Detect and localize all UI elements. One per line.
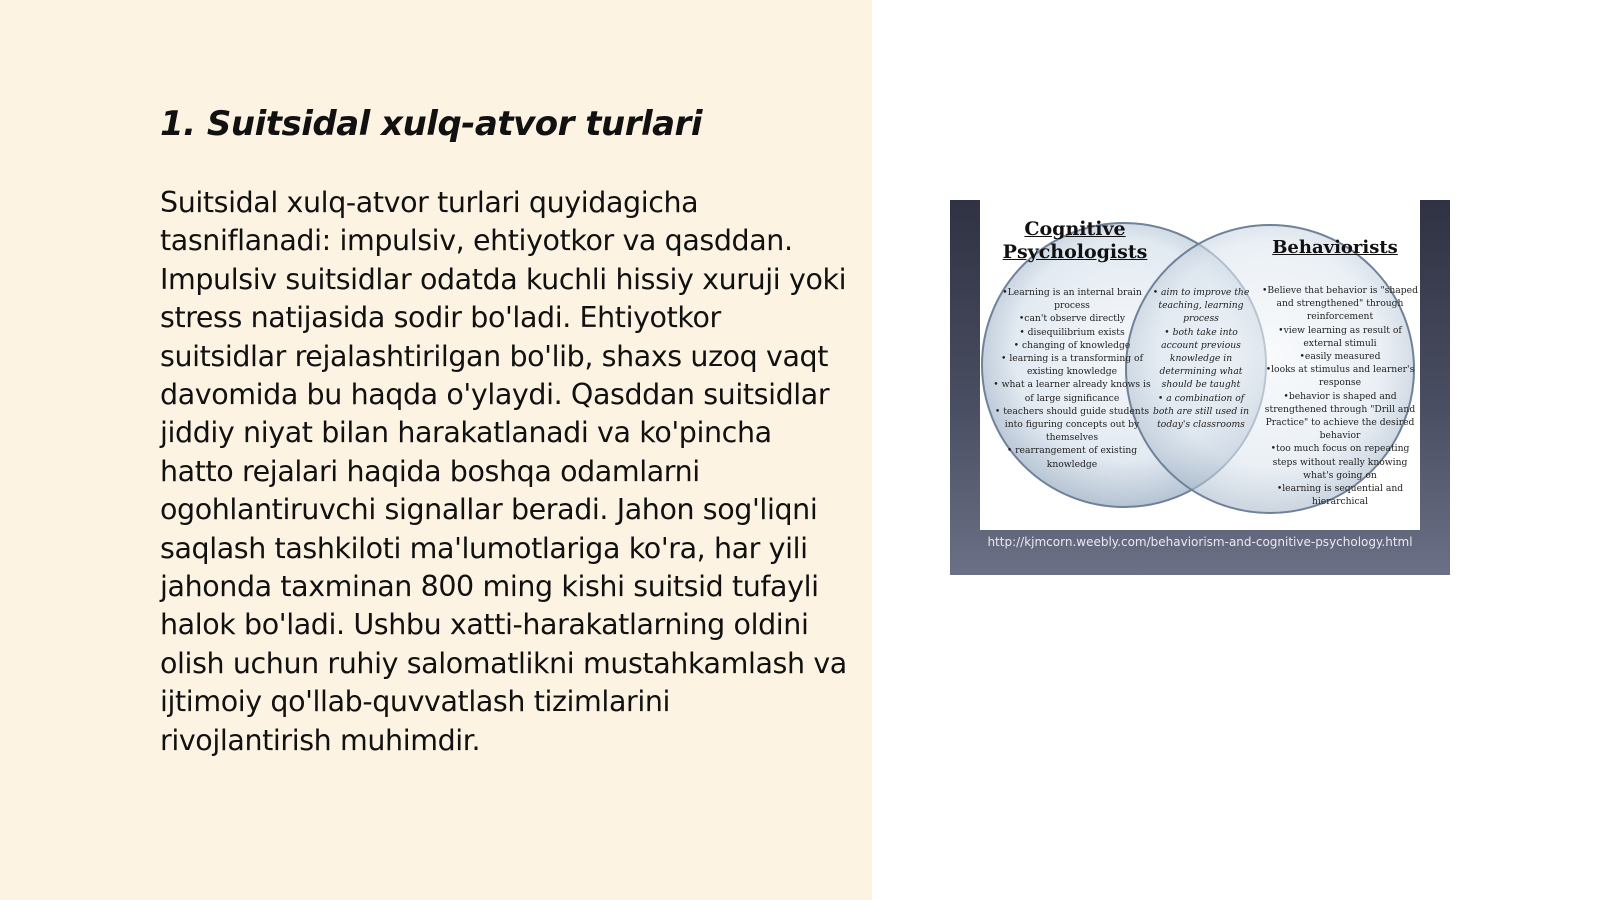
list-item: •learning is sequential and hierarchical: [1276, 483, 1404, 508]
slide-title: 1. Suitsidal xulq-atvor turlari: [160, 104, 702, 144]
list-item: •too much focus on repeating steps without really knowing what's going on: [1270, 443, 1410, 481]
venn-diagram-image: [950, 200, 1450, 575]
image-source-caption: http://kjmcorn.weebly.com/behaviorism-and-cognitive-psychology.html: [987, 535, 1413, 549]
list-item: •behavior is shaped and strengthened through "Drill and Practice" to achieve the desired behavior: [1264, 390, 1416, 442]
list-item: • aim to improve the teaching, learning process: [1152, 287, 1250, 325]
behaviorist-list: [1262, 284, 1418, 508]
list-item: • changing of knowledge: [1013, 339, 1131, 351]
shared-list: [1146, 286, 1256, 431]
list-item: • what a learner already knows is of large significance: [993, 379, 1151, 404]
list-item: •can't observe directly: [1018, 313, 1126, 325]
list-item: • learning is a transforming of existing knowledge: [1001, 353, 1143, 378]
behaviorists-heading: Behaviorists: [1272, 237, 1398, 258]
list-item: • teachers should guide students into figuring concepts out by themselves: [994, 405, 1150, 444]
list-item: • both take into account previous knowledge in determining what should be taught: [1159, 326, 1243, 391]
list-item: • a combination of both are still used in today's classrooms: [1152, 392, 1250, 431]
list-item: •Learning is an internal brain process: [1002, 287, 1142, 312]
slide-body-text: Suitsidal xulq-atvor turlari quyidagicha tasniflanadi: impulsiv, ehtiyotkor va qasddan. Impulsiv suitsidlar odatda kuchli hissiy xuruji yoki stress natijasida sodir bo'ladi. Ehtiyotkor suitsidlar rejalashtirilgan bo'lib, shaxs uzoq vaqt davomida bu haqda o'ylaydi. Qasddan suitsidlar jiddiy niyat bilan harakatlanadi va ko'pincha hatto rejalari haqida boshqa odamlarni ogohlantiruvchi signallar beradi. Jahon sog'liqni saqlash tashkiloti ma'lumotlariga ko'ra, har yili jahonda taxminan 800 ming kishi suitsid tufayli halok bo'ladi. Ushbu xatti-harakatlarning oldini olish uchun ruhiy salomatlikni mustahkamlash va ijtimoiy qo'llab-quvvatlash tizimlarini rivojlantirish muhimdir.: [160, 186, 847, 757]
list-item: • disequilibrium exists: [1019, 326, 1125, 338]
list-item: • rearrangement of existing knowledge: [1006, 445, 1138, 470]
list-item: •easily measured: [1299, 351, 1381, 363]
list-item: •looks at stimulus and learner's response: [1265, 364, 1415, 389]
list-item: •Believe that behavior is "shaped and strengthened" through reinforcement: [1262, 285, 1418, 323]
list-item: •view learning as result of external stimuli: [1278, 324, 1402, 349]
cognitive-psychologists-heading: Cognitive Psychologists: [1002, 218, 1148, 263]
cognitive-list: [992, 286, 1152, 471]
venn-diagram-canvas: [980, 200, 1420, 530]
